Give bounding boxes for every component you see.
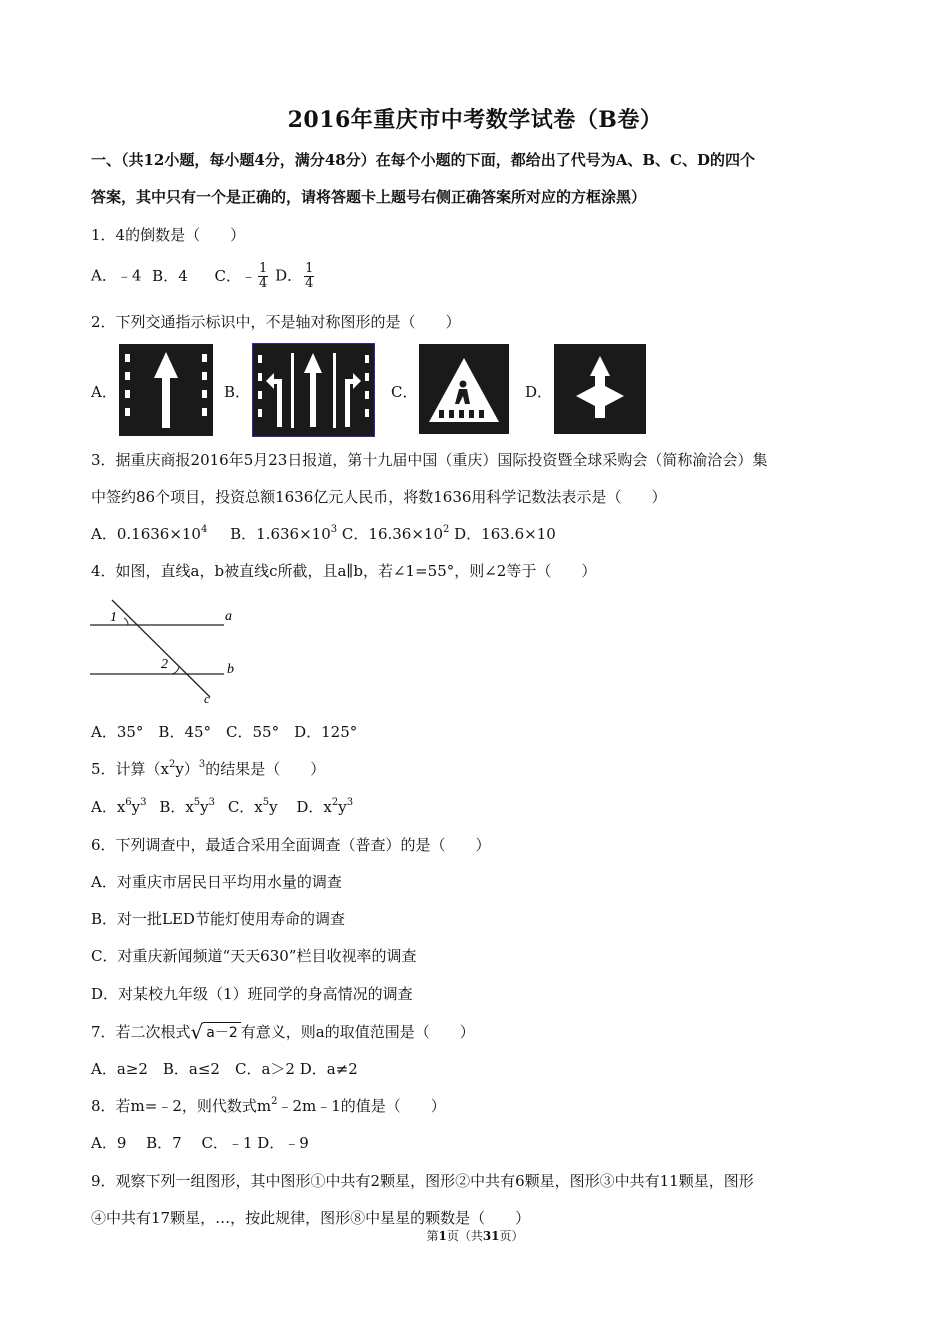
q3-option-a: A．$0.1636\times 10^4$: [91, 524, 208, 543]
sign-c-pedestrian-crossing: [419, 344, 509, 434]
q1-options: [91, 262, 316, 291]
q4-figure: [88, 598, 248, 708]
q6-option-a: A．对重庆市居民日平均用水量的调查: [91, 873, 342, 891]
q4-angle1-label: 1: [110, 610, 117, 625]
q3-options: [91, 524, 556, 544]
q5-option-c: C．$x^5y$: [227, 797, 278, 816]
q9-stem-line2: ④中共有17颗星，…，按此规律，图形⑧中星星的颗数是（ ）: [91, 1209, 531, 1227]
page-footer: 第1页（共31页）: [426, 1229, 524, 1243]
q4-line-a-label: a: [225, 609, 232, 624]
q1-option-c: C．﹣: [214, 266, 257, 285]
q4-stem: 4．如图，直线a，b被直线c所截，且a∥b，若∠1=55°，则∠2等于（ ）: [91, 562, 597, 580]
q2-stem: 2．下列交通指示标识中，不是轴对称图形的是（ ）: [91, 313, 461, 331]
q3-option-c: C．$16.36\times 10^2$: [341, 524, 450, 543]
q7-stem: 7．若二次根式√ a－2 有意义，则a的取值范围是（ ）: [91, 1020, 475, 1044]
q3-option-d: D．163.6×10: [454, 525, 556, 543]
q6-option-d: D．对某校九年级（1）班同学的身高情况的调查: [91, 985, 413, 1003]
q2-label-c: C．: [391, 383, 418, 401]
q8-options: A．9 B．7 C．﹣1 D．﹣9: [91, 1134, 309, 1152]
q8-stem: 8．若m=﹣2，则代数式$m^2﹣2m﹣1$的值是（ ）: [91, 1096, 446, 1115]
q2-label-d: D．: [525, 383, 553, 401]
q1-stem: 1．4的倒数是（ ）: [91, 226, 246, 244]
sign-d-intersection: [554, 344, 646, 434]
q1-fraction-c: $\frac{1}{4}$: [259, 261, 268, 291]
q6-stem: 6．下列调查中，最适合采用全面调查（普查）的是（ ）: [91, 836, 491, 854]
q5-options: [91, 797, 353, 817]
q5-option-a: A．$x^6y^3$: [91, 797, 147, 816]
q3-stem-line1: 3．据重庆商报2016年5月23日报道，第十九届中国（重庆）国际投资暨全球采购会（简称渝洽会）集: [91, 451, 768, 469]
q3-option-b: B．$1.636\times 10^3$: [230, 524, 338, 543]
q6-option-b: B．对一批LED节能灯使用寿命的调查: [91, 910, 345, 928]
q3-stem-line2: 中签约86个项目，投资总额1636亿元人民币，将数1636用科学记数法表示是（ ）: [91, 488, 667, 506]
page-number: 1: [438, 1229, 447, 1243]
q1-option-d: D．: [275, 266, 303, 285]
q4-line-b-label: b: [227, 662, 234, 677]
q1-option-a: A．﹣4: [91, 266, 142, 285]
q1-option-b: B．4: [152, 266, 188, 285]
sign-b-lane-arrows: [252, 343, 375, 437]
q5-option-d: D．$x^2y^3$: [296, 797, 354, 816]
q5-option-b: B．$x^5y^3$: [159, 797, 216, 816]
section-instructions-line1: 一、（共12小题，每小题4分，满分48分）在每个小题的下面，都给出了代号为A、B、C、D的四个: [91, 151, 755, 169]
q4-angle2-label: 2: [161, 657, 168, 672]
q1-fraction-d: $\frac{1}{4}$: [305, 261, 314, 291]
q2-label-a: A．: [91, 383, 117, 401]
radical-sign-icon: √: [190, 1020, 204, 1044]
page-total: 31: [482, 1229, 500, 1243]
page-title: 2016年重庆市中考数学试卷（B卷）: [287, 107, 663, 133]
q6-option-c: C．对重庆新闻频道“天天630”栏目收视率的调查: [91, 947, 417, 965]
q4-options: A．35° B．45° C．55° D．125°: [91, 723, 358, 741]
q7-options: A．a≥2 B．a≤2 C．a＞2 D．a≠2: [91, 1060, 358, 1078]
section-instructions-line2: 答案，其中只有一个是正确的，请将答题卡上题号右侧正确答案所对应的方框涂黑）: [91, 188, 647, 206]
q4-line-c-label: c: [204, 691, 210, 706]
q5-stem: 5．计算$(x^2y)^3$的结果是（ ）: [91, 759, 326, 778]
q2-label-b: B．: [224, 383, 251, 401]
sign-a-straight-arrow: [119, 344, 213, 436]
q7-radicand: a－2: [203, 1022, 241, 1043]
q9-stem-line1: 9．观察下列一组图形，其中图形①中共有2颗星，图形②中共有6颗星，图形③中共有11颗星，图形: [91, 1172, 754, 1190]
